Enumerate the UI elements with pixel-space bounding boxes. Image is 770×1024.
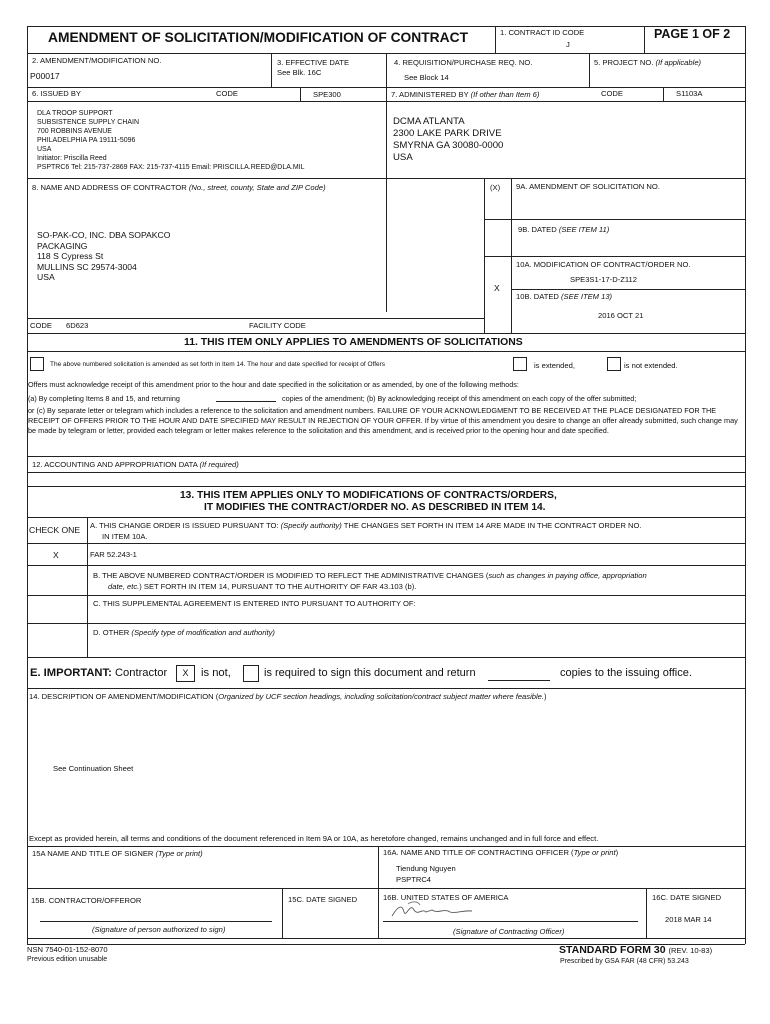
rule-h14 <box>27 517 745 518</box>
contract-id-value: J <box>566 40 570 49</box>
option-b-main: B. THE ABOVE NUMBERED CONTRACT/ORDER IS MODIFIED TO REFLECT THE ADMINISTRATIVE CHANGES ( <box>93 571 489 580</box>
option-b-tail: ) SET FORTH IN ITEM 14, PURSUANT TO THE AUTHORITY OF FAR 43.103 (b). <box>139 582 417 591</box>
rule-h7 <box>511 289 745 290</box>
x-column-label: (X) <box>490 183 501 192</box>
issued-line: SUBSISTENCE SUPPLY CHAIN <box>37 119 140 126</box>
rule-h17 <box>27 595 745 596</box>
rule-h18 <box>27 623 745 624</box>
option-a-tail: THE CHANGES SET FORTH IN ITEM 14 ARE MADE IN THE CONTRACT ORDER NO. <box>343 521 642 530</box>
issued-line: 700 ROBBINS AVENUE <box>37 128 112 135</box>
standard-form-main: STANDARD FORM 30 <box>559 944 666 956</box>
rule-h10 <box>27 351 745 352</box>
rule-h22 <box>27 888 745 889</box>
rule-h19 <box>27 657 745 658</box>
rule-v5 <box>589 53 590 87</box>
effective-date-value: See Blk. 16C <box>277 68 322 77</box>
contractor-code-label: CODE <box>30 321 52 330</box>
sig-line-contractor <box>40 921 272 922</box>
amendment-no-value: P00017 <box>30 71 60 81</box>
option-d-main: D. OTHER <box>93 628 130 637</box>
contractor-line: USA <box>37 272 55 282</box>
standard-form-label <box>559 944 712 956</box>
amendment-no-label: 2. AMENDMENT/MODIFICATION NO. <box>32 56 162 65</box>
officer-name-label-close: ) <box>615 848 619 857</box>
dated-9b-label <box>518 225 609 234</box>
project-no-label <box>594 58 701 67</box>
unchanged-terms-note: Except as provided herein, all terms and conditions of the document referenced in Item 9A or 10A, as heretofore changed, remains unchanged and in full force and effect. <box>29 834 599 843</box>
is-required-checkbox[interactable] <box>243 665 259 682</box>
usa-label: 16B. UNITED STATES OF AMERICA <box>383 893 509 902</box>
officer-signature-caption: (Signature of Contracting Officer) <box>453 927 565 936</box>
dated-10b-note: (SEE ITEM 13) <box>561 292 613 301</box>
is-required-label: is required to sign this document and return <box>264 667 476 679</box>
page-indicator: PAGE 1 OF 2 <box>654 27 731 41</box>
item11-para2a: (a) By completing Items 8 and 15, and returning <box>28 394 180 403</box>
item11-title: 11. THIS ITEM ONLY APPLIES TO AMENDMENTS OF SOLICITATIONS <box>184 337 523 348</box>
modification-10a-value: SPE3S1-17-D-Z112 <box>570 275 637 284</box>
rule-h16 <box>27 565 745 566</box>
requisition-label: 4. REQUISITION/PURCHASE REQ. NO. <box>394 58 533 67</box>
rule-h6 <box>484 256 745 257</box>
officer-title: PSPTRC4 <box>396 875 432 884</box>
copies-label: copies to the issuing office. <box>560 667 692 679</box>
option-b-note-2: date, etc. <box>108 582 140 591</box>
important-label-main: E. IMPORTANT: <box>30 667 112 679</box>
issued-code-value: SPE300 <box>313 90 341 99</box>
item11-line1: The above numbered solicitation is amended as set forth in Item 14. The hour and date specified for receipt of Offers <box>50 361 386 368</box>
contractor-address <box>37 230 170 283</box>
signer-name-label-note: (Type or print) <box>155 849 203 858</box>
prescribed-by: Prescribed by GSA FAR (48 CFR) 53.243 <box>560 958 689 965</box>
option-a-note: (Specify authority) <box>280 521 342 530</box>
description-label-note: Organized by UCF section headings, including solicitation/contract subject matter where feasible. <box>218 692 545 701</box>
rule-v11 <box>378 846 379 938</box>
rule-v6 <box>300 87 301 101</box>
rule-h8 <box>27 318 484 319</box>
is-not-extended-label: is not extended. <box>624 361 678 370</box>
contractor-label <box>32 183 326 192</box>
officer-name-label-main: 16A. NAME AND TITLE OF CONTRACTING OFFICER ( <box>383 848 574 857</box>
administered-code-label: CODE <box>601 89 623 98</box>
issued-line: PSPTRC6 Tel: 215-737-2869 FAX: 215-737-4115 Email: PRISCILLA.REED@DLA.MIL <box>37 164 305 171</box>
is-extended-label: is extended, <box>534 361 575 370</box>
dated-10b-value: 2016 OCT 21 <box>598 311 644 320</box>
dated-10b-main: 10B. DATED <box>516 292 559 301</box>
is-not-extended-checkbox[interactable] <box>607 357 621 371</box>
is-not-checkbox[interactable] <box>176 665 195 682</box>
officer-name-label-note: Type or print <box>573 848 616 857</box>
issued-by-label: 6. ISSUED BY <box>32 89 81 98</box>
option-d-text <box>93 628 275 637</box>
option-a-main: A. THIS CHANGE ORDER IS ISSUED PURSUANT TO: <box>90 521 279 530</box>
item11-para2b: copies of the amendment; (b) By acknowledging receipt of this amendment on each copy of the offer submitted; <box>282 394 637 403</box>
modification-10a-label: 10A. MODIFICATION OF CONTRACT/ORDER NO. <box>516 260 691 269</box>
standard-form-rev: (REV. 10-83) <box>668 946 713 955</box>
administered-by-label <box>391 90 539 99</box>
rule-top <box>27 26 745 27</box>
dated-9b-note: (SEE ITEM 11) <box>558 225 610 234</box>
requisition-value: See Block 14 <box>404 73 449 82</box>
item13-title-2: IT MODIFIES THE CONTRACT/ORDER NO. AS DESCRIBED IN ITEM 14. <box>204 502 546 513</box>
dated-9b-main: 9B. DATED <box>518 225 557 234</box>
form-title: AMENDMENT OF SOLICITATION/MODIFICATION OF CONTRACT <box>48 30 468 45</box>
rule-h13 <box>27 486 745 487</box>
rule-h21 <box>27 846 745 847</box>
officer-name: Tiendung Nguyen <box>396 864 456 873</box>
rule-v1 <box>495 26 496 53</box>
option-c-text: C. THIS SUPPLEMENTAL AGREEMENT IS ENTERED INTO PURSUANT TO AUTHORITY OF: <box>93 599 416 608</box>
rule-v10 <box>87 517 88 657</box>
option-b-note: such as changes in paying office, appropriation <box>488 571 647 580</box>
rule-left <box>27 26 28 944</box>
check-mark-x: X <box>53 550 59 560</box>
is-extended-checkbox[interactable] <box>513 357 527 371</box>
x-mark-10a: X <box>494 283 500 293</box>
rule-v7 <box>663 87 664 101</box>
officer-date-label: 16C. DATE SIGNED <box>652 893 722 902</box>
rule-v4 <box>386 53 387 312</box>
rule-h15 <box>27 543 745 544</box>
issued-line: DLA TROOP SUPPORT <box>37 110 113 117</box>
officer-name-label <box>383 848 618 857</box>
administered-line: 2300 LAKE PARK DRIVE <box>393 128 502 139</box>
rule-h20 <box>27 688 745 689</box>
rule-h11 <box>27 456 745 457</box>
is-not-mark: X <box>182 668 189 678</box>
rule-v13 <box>646 888 647 938</box>
facility-code-label: FACILITY CODE <box>249 321 306 330</box>
rule-h23 <box>27 938 745 939</box>
continuation-note: See Continuation Sheet <box>53 764 134 773</box>
administered-line: USA <box>393 152 413 163</box>
accounting-label-main: 12. ACCOUNTING AND APPROPRIATION DATA <box>32 460 198 469</box>
previous-edition-note: Previous edition unusable <box>27 956 108 963</box>
contractor-code-value: 6D623 <box>66 321 89 330</box>
important-label <box>30 667 167 679</box>
extended-checkbox-left[interactable] <box>30 357 44 371</box>
issued-code-label: CODE <box>216 89 238 98</box>
rule-v12 <box>282 888 283 938</box>
amendment-solicitation-label: 9A. AMENDMENT OF SOLICITATION NO. <box>516 182 660 191</box>
accounting-label-note: (If required) <box>199 460 239 469</box>
description-label <box>29 692 547 701</box>
description-label-main: 14. DESCRIPTION OF AMENDMENT/MODIFICATION ( <box>29 692 219 701</box>
signer-name-label <box>32 849 203 858</box>
issued-by-address <box>37 109 305 172</box>
rule-h3 <box>27 101 745 102</box>
description-label-close: ) <box>544 692 547 701</box>
rule-v3 <box>271 53 272 87</box>
rule-right <box>745 26 746 944</box>
contractor-line: PACKAGING <box>37 240 88 251</box>
administered-by-address <box>393 116 503 164</box>
contractor-label-note: (No., street, county, State and ZIP Code) <box>188 183 326 192</box>
administered-by-label-main: 7. ADMINISTERED BY <box>391 90 469 99</box>
officer-date-value: 2018 MAR 14 <box>665 915 712 924</box>
check-one-label: CHECK ONE <box>29 525 81 535</box>
nsn-number: NSN 7540-01-152-8070 <box>27 945 108 954</box>
contractor-label-main: 8. NAME AND ADDRESS OF CONTRACTOR <box>32 183 187 192</box>
contract-id-label: 1. CONTRACT ID CODE <box>500 28 585 37</box>
issued-line: Initiator: Priscilla Reed <box>37 155 107 162</box>
rule-h4 <box>27 178 745 179</box>
administered-line: SMYRNA GA 30080-0000 <box>393 140 504 151</box>
effective-date-label: 3. EFFECTIVE DATE <box>277 58 350 67</box>
administered-code-value: S1103A <box>676 89 703 98</box>
administered-line: DCMA ATLANTA <box>393 116 465 127</box>
item13-title-1: 13. THIS ITEM APPLIES ONLY TO MODIFICATIONS OF CONTRACTS/ORDERS, <box>180 490 557 501</box>
far-reference: FAR 52.243-1 <box>90 550 137 559</box>
contractor-line: MULLINS SC 29574-3004 <box>37 261 137 272</box>
signer-name-label-main: 15A NAME AND TITLE OF SIGNER <box>32 849 154 858</box>
item11-para1: Offers must acknowledge receipt of this amendment prior to the hour and date specified in the solicitation or as amended, by one of the following methods: <box>28 380 519 389</box>
contractor-signature-caption: (Signature of person authorized to sign) <box>92 925 226 934</box>
contractor-line: 118 S Cypress St <box>37 251 104 261</box>
contractor-date-label: 15C. DATE SIGNED <box>288 895 358 904</box>
rule-h2 <box>27 87 745 88</box>
administered-by-label-note: (If other than Item 6) <box>470 90 540 99</box>
rule-v2 <box>644 26 645 53</box>
contractor-offeror-label: 15B. CONTRACTOR/OFFEROR <box>31 896 142 905</box>
project-no-label-note: (If applicable) <box>655 58 702 67</box>
project-no-label-main: 5. PROJECT NO. <box>594 58 654 67</box>
accounting-label <box>32 460 239 469</box>
option-a-text <box>90 521 642 530</box>
option-d-note: (Specify type of modification and authority) <box>131 628 275 637</box>
issued-line: USA <box>37 146 52 153</box>
rule-h9 <box>27 333 745 334</box>
contractor-line: SO-PAK-CO, INC. DBA SOPAKCO <box>37 230 171 240</box>
option-b-text-2 <box>108 582 416 591</box>
option-a-text-2: IN ITEM 10A. <box>102 532 148 541</box>
important-label-sub: Contractor <box>114 667 168 679</box>
copies-blank-line <box>216 401 276 402</box>
rule-h5 <box>484 219 745 220</box>
is-not-label: is not, <box>201 667 231 679</box>
rule-h12 <box>27 472 745 473</box>
option-b-text <box>93 571 647 580</box>
officer-signature <box>388 898 478 922</box>
return-copies-line <box>488 680 550 681</box>
item11-para3: or (c) By separate letter or telegram which includes a reference to the solicitation and amendment numbers. FAILURE OF YOUR ACKNOWLEDGMENT TO BE RECEIVED AT THE PLACE DESIGNATED FOR THE RECEIPT OF OFFERS PRIOR TO THE HOUR AND DATE SPECIFIED MAY RESULT IN REJECTION OF YOUR OFFER. If by virtue of this amendment you desire to change an offer already submitted, such change may be made by telegram or letter, provided each telegram or letter makes reference to the solicitation and this amendment, and is received prior to the opening hour and date specified. <box>28 406 738 436</box>
issued-line: PHILADELPHIA PA 19111-5096 <box>37 137 136 144</box>
dated-10b-label <box>516 292 612 301</box>
